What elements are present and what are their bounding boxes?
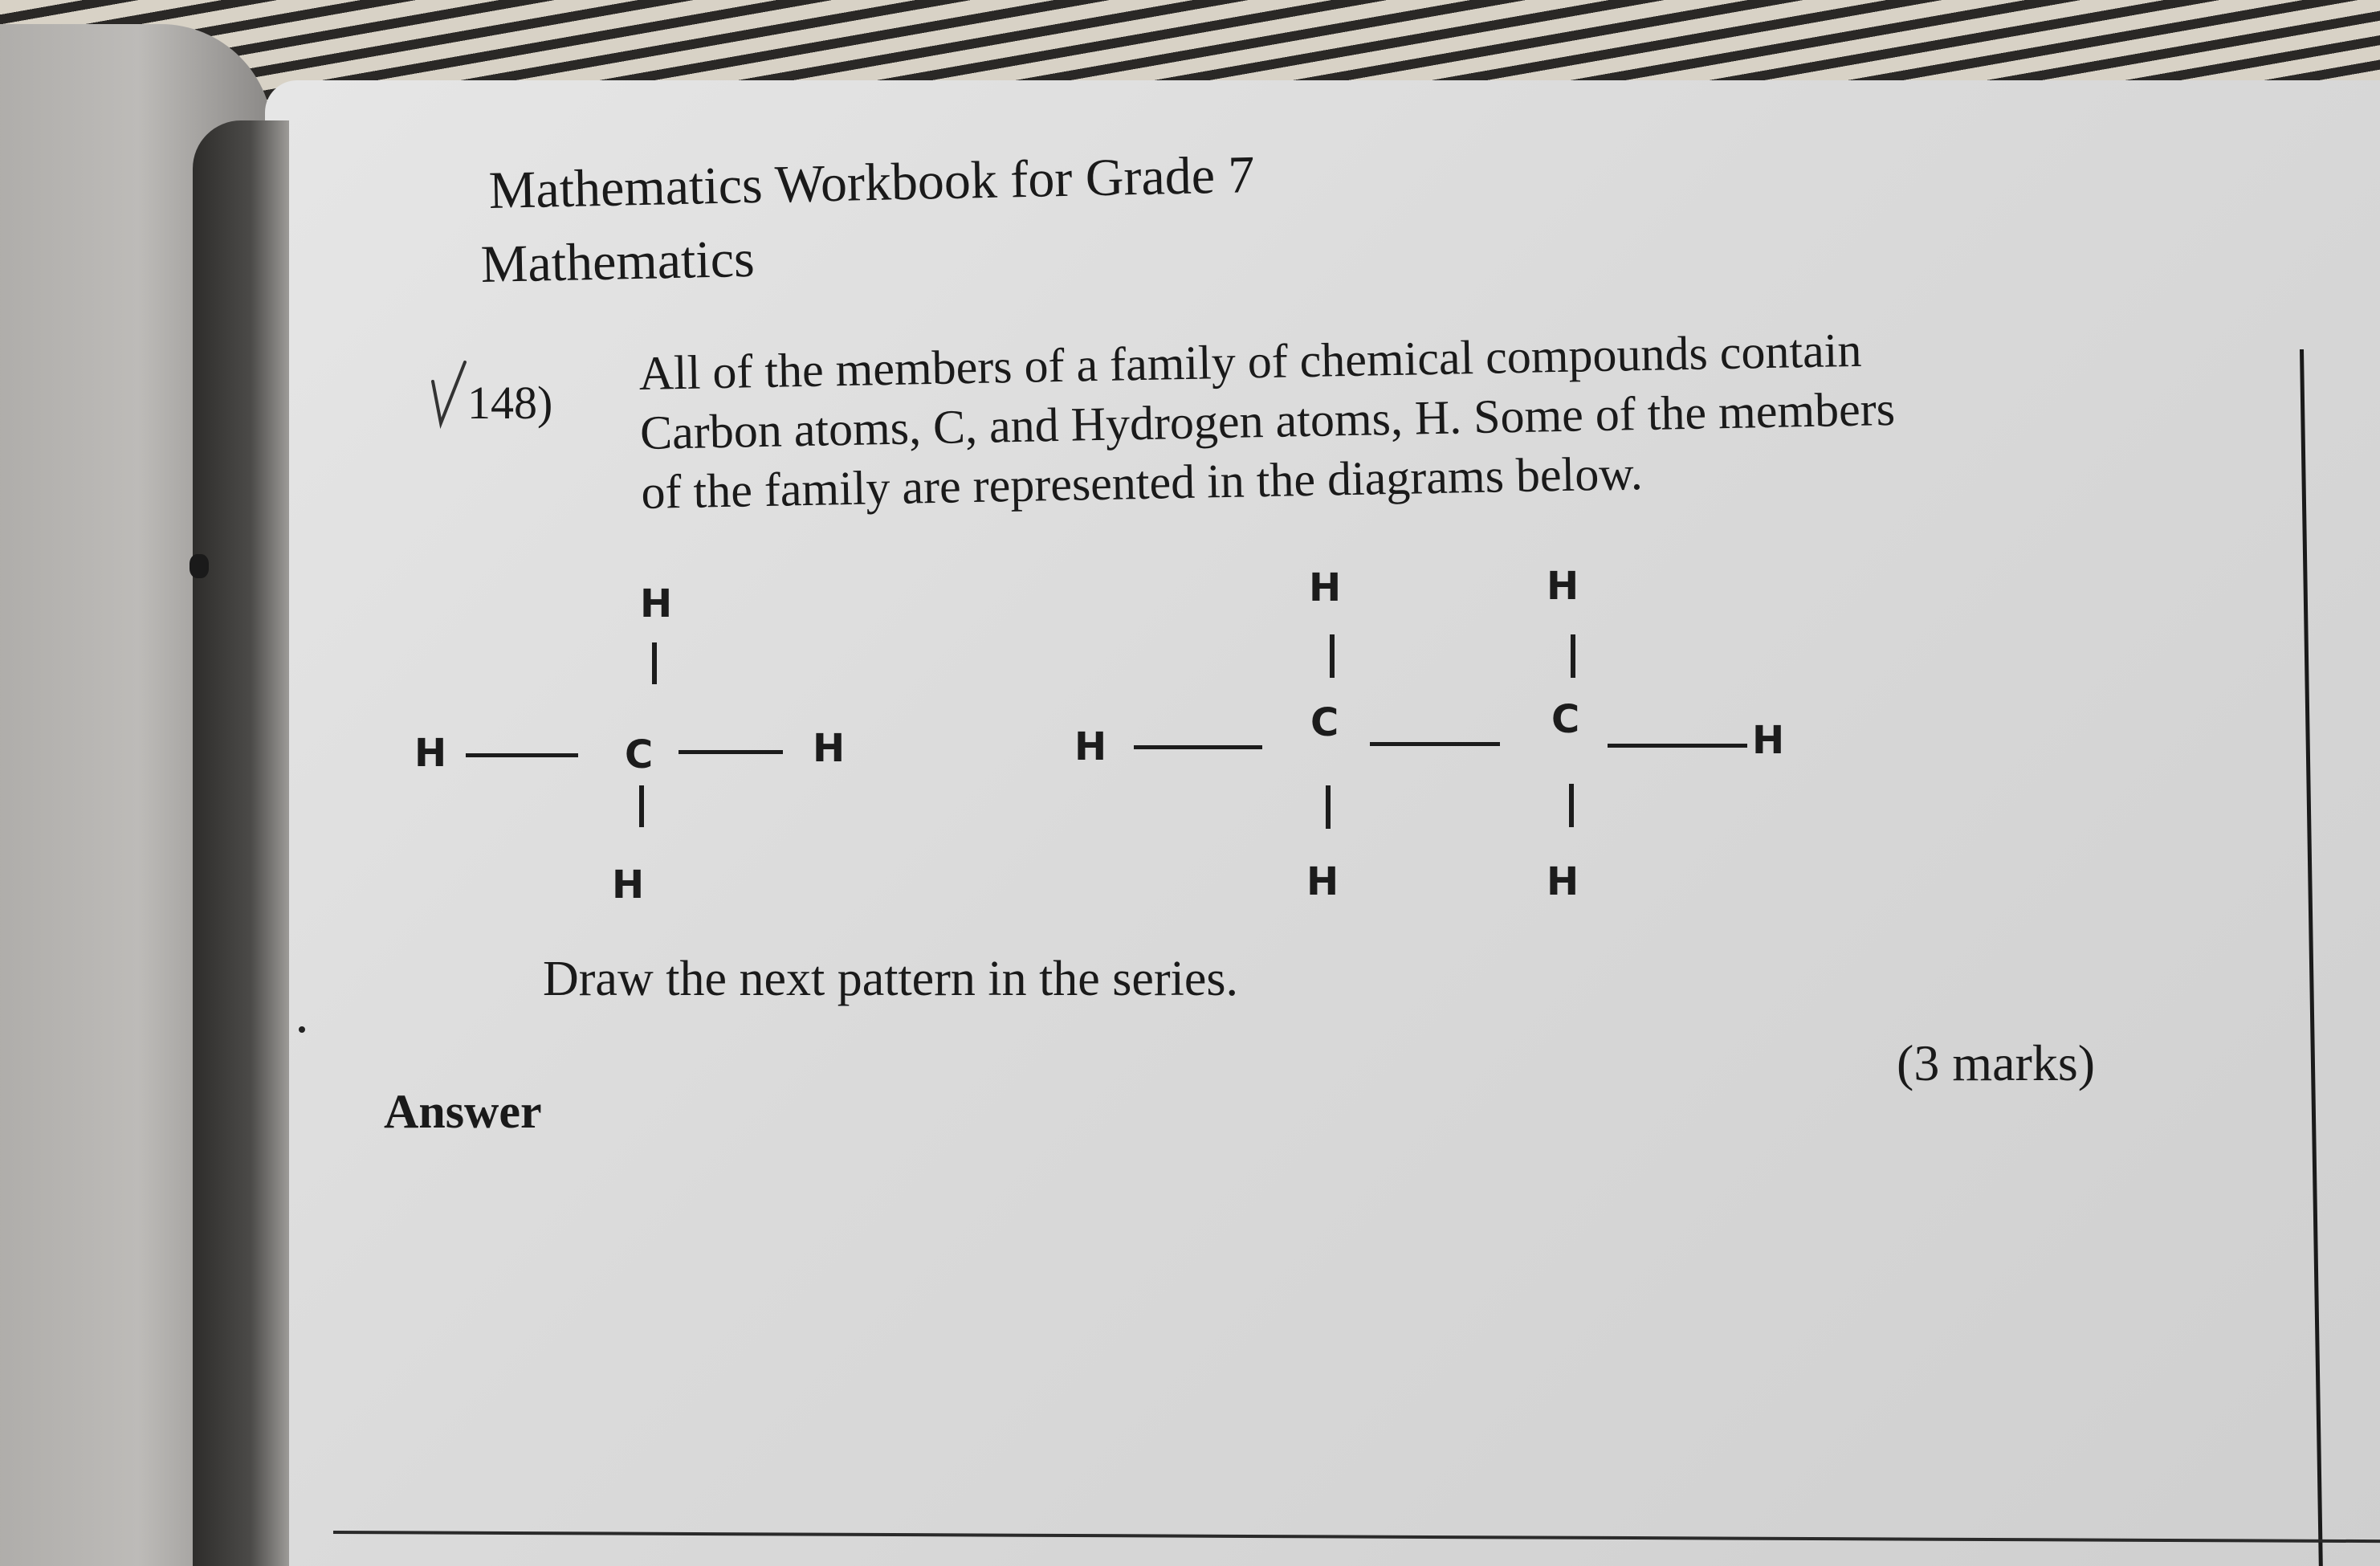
stray-dot [299, 1026, 305, 1033]
d1-atom-h-left: H [414, 731, 447, 776]
d2-bond-right [1608, 744, 1747, 748]
d2-atom-c1-h-top: H [1309, 565, 1342, 610]
d1-bond-top [652, 642, 657, 684]
d1-bond-left [466, 753, 578, 757]
d1-atom-c: C [625, 732, 654, 777]
d2-atom-c2: C [1551, 697, 1580, 742]
d1-atom-h-bottom: H [612, 863, 645, 907]
d2-bond-c1-c2 [1370, 742, 1500, 746]
d1-bond-right [679, 750, 783, 754]
d2-bond-left [1134, 745, 1262, 749]
d2-bond-c1-top [1330, 634, 1335, 678]
d2-atom-c2-h-bottom: H [1547, 859, 1579, 904]
question-number: 148) [467, 377, 553, 429]
d2-bond-c2-top [1571, 634, 1575, 678]
question-line-2: Carbon atoms, C, and Hydrogen atoms, H. Some of the members [639, 381, 1896, 459]
d2-bond-c2-bottom [1569, 784, 1574, 827]
d2-bond-c1-bottom [1326, 785, 1331, 829]
subject-heading: Mathematics [480, 229, 756, 294]
d2-atom-h-left: H [1074, 724, 1107, 769]
d1-atom-h-top: H [640, 581, 673, 626]
d2-atom-h-right: H [1752, 718, 1785, 763]
marks-label: (3 marks) [1897, 1034, 2096, 1091]
instruction-text: Draw the next pattern in the series. [543, 952, 1238, 1006]
question-line-3: of the family are represented in the diagrams below. [640, 447, 1644, 519]
workbook-title: Mathematics Workbook for Grade 7 [488, 145, 1256, 220]
d1-atom-h-right: H [813, 726, 846, 771]
answer-label: Answer [384, 1085, 542, 1138]
d2-atom-c1-h-bottom: H [1306, 859, 1339, 904]
d2-atom-c2-h-top: H [1547, 564, 1579, 609]
question-line-1: All of the members of a family of chemical compounds contain [638, 323, 1862, 400]
d1-bond-bottom [639, 785, 644, 827]
d2-atom-c1: C [1310, 700, 1339, 745]
